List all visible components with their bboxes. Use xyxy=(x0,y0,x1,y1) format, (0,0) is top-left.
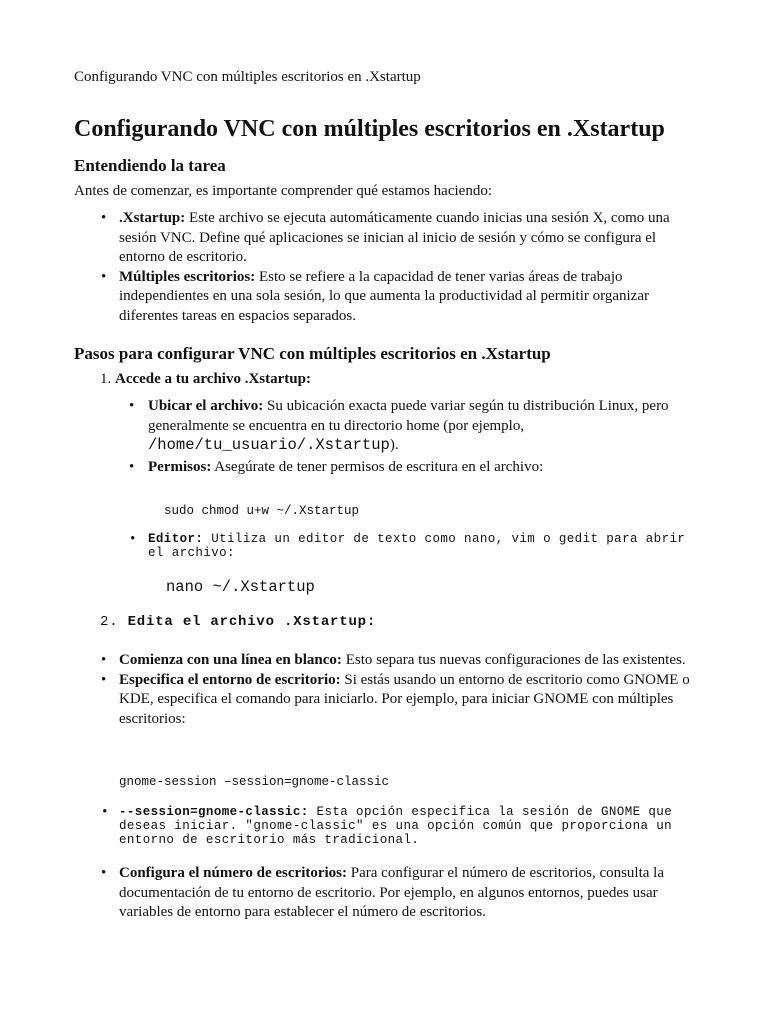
step-number: 1. xyxy=(100,371,112,387)
term-description: Utiliza un editor de texto como nano, vim o gedit para abrir el archivo: xyxy=(148,532,686,560)
session-option-list xyxy=(74,805,698,847)
term-locate-file: Ubicar el archivo: xyxy=(148,398,264,414)
intro-paragraph: Antes de comenzar, es importante comprender qué estamos haciendo: xyxy=(74,183,492,199)
list-item xyxy=(74,209,698,268)
term-permissions: Permisos: xyxy=(148,458,212,475)
term-multiple-desktops: Múltiples escritorios: xyxy=(119,268,256,285)
step-1-heading xyxy=(100,370,311,390)
term-description: Esto separa tus nuevas configuraciones de las existentes. xyxy=(341,652,686,668)
term-desktop-environment: Especifica el entorno de escritorio: xyxy=(119,671,341,688)
term-description: Si estás usando un entorno de escritorio como GNOME o KDE, especifica el comando para iniciarlo. Por ejemplo, para iniciar GNOME con múltiples escritorios: xyxy=(119,671,690,727)
list-item xyxy=(74,268,698,327)
step-1-editor-list xyxy=(119,532,699,560)
running-header: Configurando VNC con múltiples escritorios en .Xstartup xyxy=(74,69,421,85)
step-2-heading xyxy=(100,613,376,633)
list-item xyxy=(74,651,698,671)
list-item xyxy=(74,805,698,847)
step-label: Edita el archivo .Xstartup: xyxy=(127,614,377,630)
code-nano: nano ~/.Xstartup xyxy=(166,578,315,596)
section-heading-steps: Pasos para configurar VNC con múltiples escritorios en .Xstartup xyxy=(74,344,551,363)
list-item xyxy=(119,458,699,478)
term-desktop-count: Configura el número de escritorios: xyxy=(119,865,348,881)
concepts-list xyxy=(74,209,698,326)
list-item xyxy=(74,864,698,923)
step-number: 2. xyxy=(100,614,119,630)
page-title: Configurando VNC con múltiples escritorios en .Xstartup xyxy=(74,116,665,142)
list-item xyxy=(119,532,699,560)
term-description: Su ubicación exacta puede variar según tu distribución Linux, pero generalmente se encuentra en tu directorio home (por ejemplo, xyxy=(148,398,669,434)
term-description: Esto se refiere a la capacidad de tener varias áreas de trabajo independientes en una sola sesión, lo que aumenta la productividad al permitir organizar diferentes tareas en espacios separados. xyxy=(119,268,649,324)
list-item xyxy=(119,397,699,456)
term-xstartup: .Xstartup: xyxy=(119,210,186,226)
term-description: Esta opción especifica la sesión de GNOME que deseas iniciar. "gnome-classic" es una opción común que proporciona un entorno de escritorio más tradicional. xyxy=(119,805,673,847)
term-description: Para configurar el número de escritorios, consulta la documentación de tu entorno de escritorio. Por ejemplo, en algunos entornos, puedes usar variables de entorno para establecer el número de escritorios. xyxy=(119,865,665,920)
code-chmod: sudo chmod u+w ~/.Xstartup xyxy=(164,504,360,518)
step-label: Accede a tu archivo .Xstartup: xyxy=(115,371,311,387)
file-path: /home/tu_usuario/.Xstartup xyxy=(148,436,390,454)
term-session-option: --session=gnome-classic: xyxy=(119,805,309,819)
desktops-config-list xyxy=(74,864,698,923)
step-1-list xyxy=(119,397,699,477)
term-blank-line: Comienza con una línea en blanco: xyxy=(119,652,342,668)
code-gnome-session: gnome-session –session=gnome-classic xyxy=(119,775,390,789)
list-item xyxy=(74,671,698,730)
term-description: Asegúrate de tener permisos de escritura en el archivo: xyxy=(211,458,544,475)
term-description: Este archivo se ejecuta automáticamente cuando inicias una sesión X, como una sesión VNC. Define qué aplicaciones se inician al inicio de sesión y cómo se configura el entorno de escritorio. xyxy=(119,210,670,265)
step-2-list xyxy=(74,651,698,729)
section-heading-understanding: Entendiendo la tarea xyxy=(74,156,226,175)
term-description-tail: ). xyxy=(389,437,399,453)
term-editor: Editor: xyxy=(148,532,204,546)
